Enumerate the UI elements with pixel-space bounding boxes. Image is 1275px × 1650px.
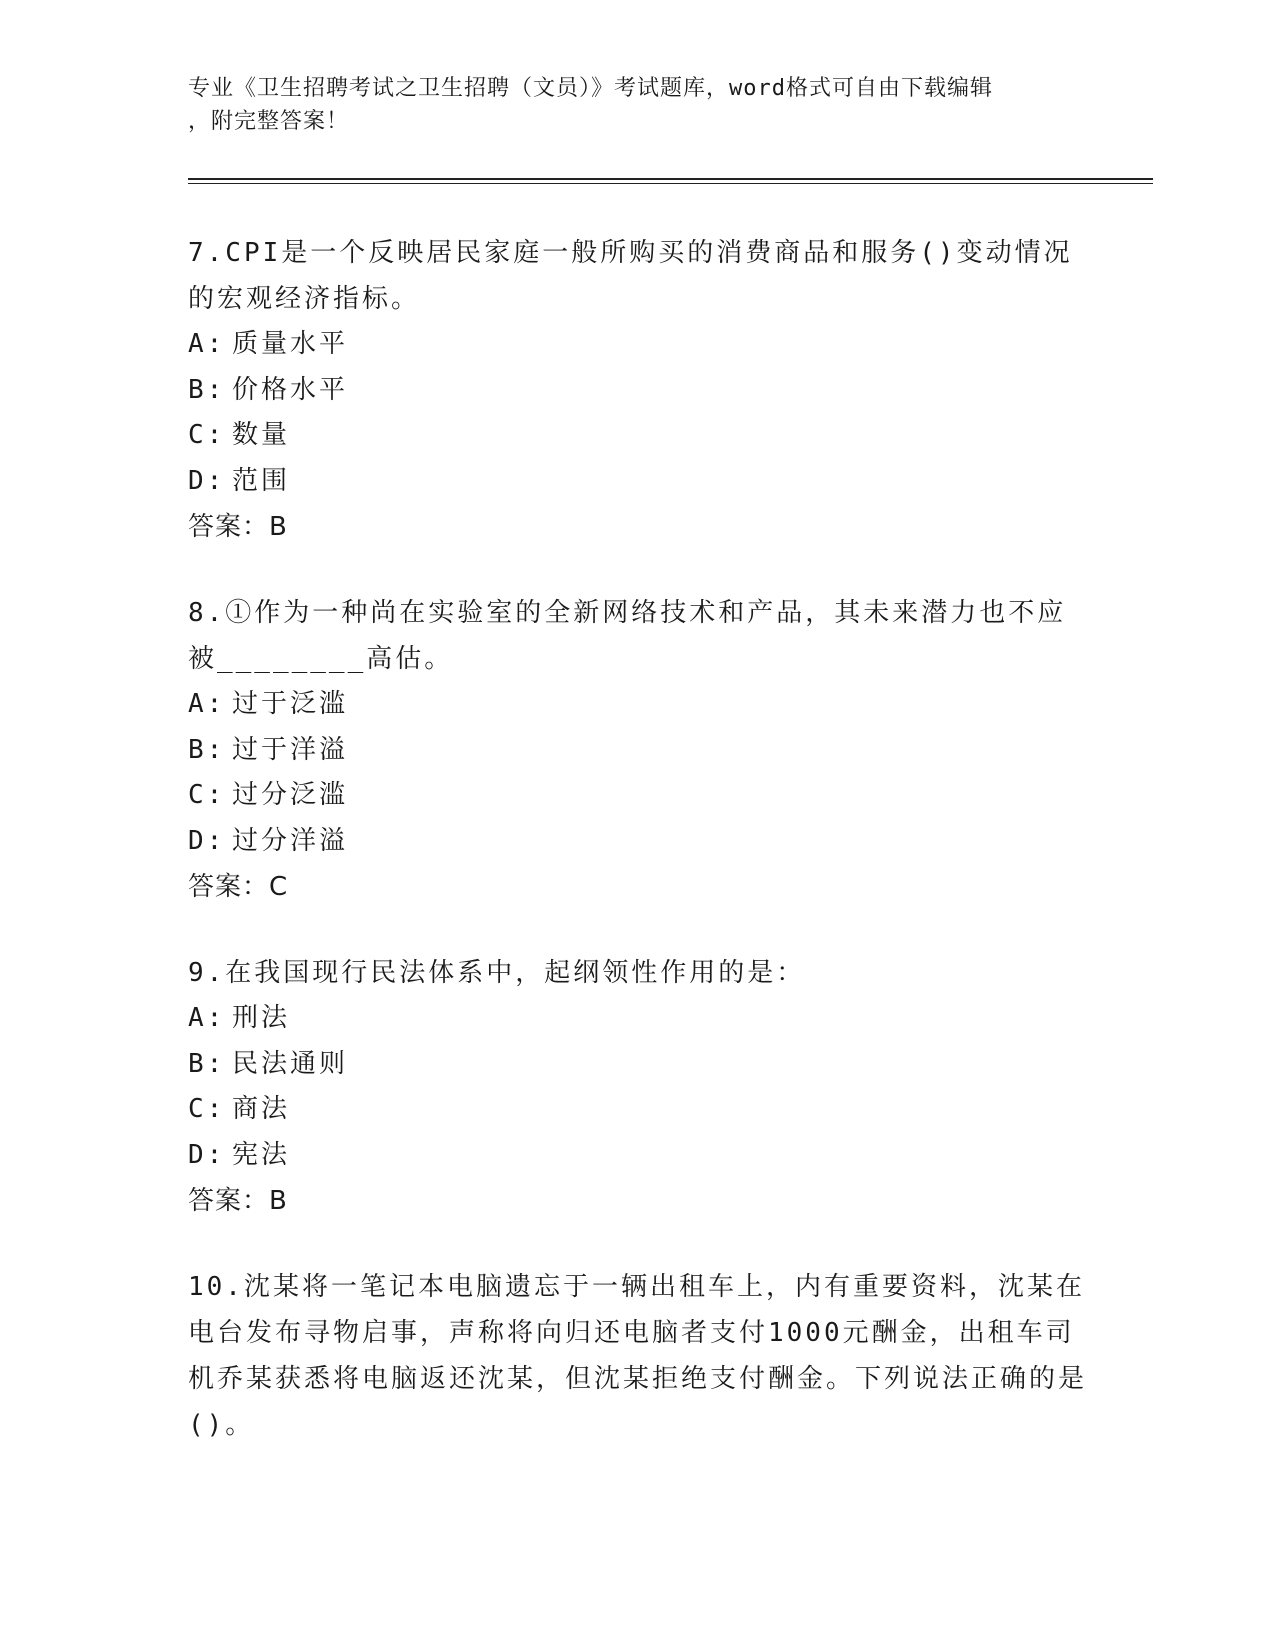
option-c (188, 413, 1148, 459)
option-text: 民法通则 (232, 1048, 349, 1079)
option-b (188, 368, 1148, 414)
option-a (188, 682, 1148, 728)
header-divider (188, 178, 1153, 180)
option-b (188, 728, 1148, 774)
option-key: C: (188, 780, 226, 810)
option-key: A: (188, 329, 226, 359)
question-8 (188, 590, 1148, 910)
document-page (188, 72, 1148, 1488)
option-c (188, 773, 1148, 819)
question-list (188, 230, 1148, 1448)
option-key: B: (188, 374, 226, 405)
header-divider-thin (188, 183, 1153, 184)
option-text: 数量 (232, 420, 291, 450)
option-text: 过分洋溢 (232, 825, 349, 856)
document-header (188, 72, 1068, 138)
question-7 (188, 230, 1148, 550)
option-text: 过分泛滥 (232, 780, 349, 810)
answer-label: 答案：C (188, 872, 289, 902)
question-text: 10.沈某将一笔记本电脑遗忘于一辆出租车上，内有重要资料，沈某在电台发布寻物启事，声称将向归还电脑者支付1000元酬金，出租车司机乔某获悉将电脑返还沈某，但沈某拒绝支付酬金。下列说法正确的是()。 (188, 1272, 1088, 1440)
question-text: 7.CPI是一个反映居民家庭一般所购买的消费商品和服务()变动情况的宏观经济指标。 (188, 238, 1073, 314)
option-d (188, 819, 1148, 865)
question-9 (188, 950, 1148, 1224)
option-key: C: (188, 1094, 226, 1124)
option-key: C: (188, 420, 226, 450)
option-b (188, 1042, 1148, 1088)
option-text: 过于洋溢 (232, 734, 349, 765)
header-line-2: ，附完整答案！ (188, 109, 350, 134)
option-text: 范围 (232, 465, 291, 496)
option-text: 刑法 (232, 1003, 291, 1033)
option-text: 宪法 (232, 1139, 291, 1170)
option-key: A: (188, 1003, 226, 1033)
option-key: D: (188, 1139, 226, 1170)
option-text: 商法 (232, 1094, 291, 1124)
option-key: B: (188, 1048, 226, 1079)
question-10 (188, 1264, 1148, 1448)
option-c (188, 1087, 1148, 1133)
option-a (188, 322, 1148, 368)
option-text: 质量水平 (232, 329, 349, 359)
option-key: D: (188, 465, 226, 496)
question-text: 9.在我国现行民法体系中，起纲领性作用的是： (188, 958, 806, 988)
option-text: 价格水平 (232, 374, 349, 405)
answer-label: 答案：B (188, 512, 288, 542)
option-text: 过于泛滥 (232, 689, 349, 719)
option-key: B: (188, 734, 226, 765)
header-line-1: 专业《卫生招聘考试之卫生招聘（文员）》考试题库，word格式可自由下载编辑 (188, 76, 993, 101)
option-key: D: (188, 825, 226, 856)
option-key: A: (188, 689, 226, 719)
answer-label: 答案：B (188, 1186, 288, 1216)
option-d (188, 1133, 1148, 1179)
option-d (188, 459, 1148, 505)
option-a (188, 996, 1148, 1042)
question-text: 8.①作为一种尚在实验室的全新网络技术和产品，其未来潜力也不应被________高估。 (188, 598, 1067, 674)
